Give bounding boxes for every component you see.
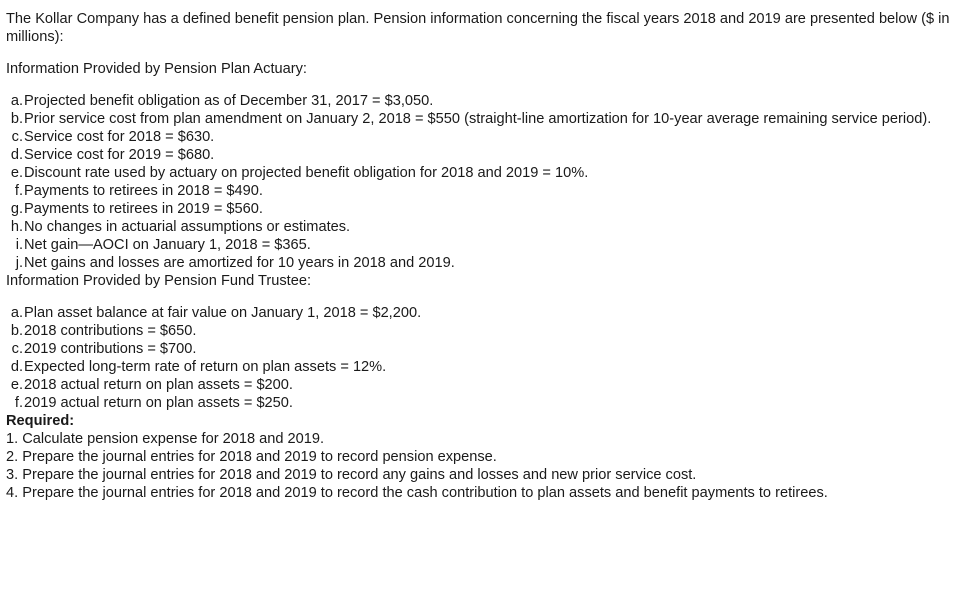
item-marker: c. — [11, 341, 23, 357]
item-marker: d. — [10, 359, 23, 375]
item-marker: a. — [10, 305, 23, 321]
list-item — [6, 394, 953, 412]
list-item — [6, 376, 953, 394]
item-text: Payments to retirees in 2018 = $490. — [24, 183, 263, 199]
item-marker: e. — [10, 377, 23, 393]
list-item — [6, 164, 953, 182]
list-item — [6, 218, 953, 236]
item-marker: c. — [11, 129, 23, 145]
required-item: 2. Prepare the journal entries for 2018 and 2019 to record pension expense. — [6, 449, 497, 465]
item-text: Service cost for 2019 = $680. — [24, 147, 215, 163]
list-item — [6, 200, 953, 218]
item-marker: j. — [15, 255, 23, 271]
item-marker: i. — [15, 237, 23, 253]
item-marker: b. — [10, 111, 23, 127]
item-text: 2019 contributions = $700. — [24, 341, 197, 357]
item-text: Expected long-term rate of return on plan assets = 12%. — [24, 359, 387, 375]
item-text: Net gains and losses are amortized for 10 years in 2018 and 2019. — [24, 255, 455, 271]
item-marker: h. — [10, 219, 23, 235]
list-item — [6, 236, 953, 254]
item-text: Payments to retirees in 2019 = $560. — [24, 201, 263, 217]
required-list — [6, 430, 953, 502]
item-text: 2018 actual return on plan assets = $200. — [24, 377, 293, 393]
item-text: 2019 actual return on plan assets = $250. — [24, 395, 293, 411]
list-item — [6, 110, 953, 128]
list-item — [6, 254, 953, 272]
item-marker: f. — [14, 395, 23, 411]
actuary-heading: Information Provided by Pension Plan Actuary: — [6, 61, 307, 77]
item-marker: e. — [10, 165, 23, 181]
trustee-list — [6, 304, 953, 412]
actuary-list — [6, 92, 953, 272]
required-item: 3. Prepare the journal entries for 2018 and 2019 to record any gains and losses and new prior service cost. — [6, 467, 697, 483]
list-item — [6, 322, 953, 340]
list-item — [6, 146, 953, 164]
trustee-heading: Information Provided by Pension Fund Trustee: — [6, 273, 312, 289]
item-marker: a. — [10, 93, 23, 109]
list-item — [6, 128, 953, 146]
item-text: Plan asset balance at fair value on January 1, 2018 = $2,200. — [24, 305, 422, 321]
list-item — [6, 92, 953, 110]
required-item: 4. Prepare the journal entries for 2018 and 2019 to record the cash contribution to plan assets and benefit payments to retirees. — [6, 485, 828, 501]
item-text: Service cost for 2018 = $630. — [24, 129, 215, 145]
item-text: Projected benefit obligation as of December 31, 2017 = $3,050. — [24, 93, 434, 109]
item-text: Prior service cost from plan amendment on January 2, 2018 = $550 (straight-line amortization for 10-year average remaining service period). — [24, 111, 932, 127]
list-item — [6, 304, 953, 322]
list-item — [6, 182, 953, 200]
item-text: 2018 contributions = $650. — [24, 323, 197, 339]
item-text: No changes in actuarial assumptions or estimates. — [24, 219, 351, 235]
intro-paragraph: The Kollar Company has a defined benefit pension plan. Pension information concerning the fiscal years 2018 and 2019 are presented below ($ in millions): — [6, 11, 950, 45]
item-text: Net gain—AOCI on January 1, 2018 = $365. — [24, 237, 311, 253]
item-marker: f. — [14, 183, 23, 199]
list-item — [6, 358, 953, 376]
item-text: Discount rate used by actuary on projected benefit obligation for 2018 and 2019 = 10%. — [24, 165, 589, 181]
item-marker: d. — [10, 147, 23, 163]
item-marker: g. — [10, 201, 23, 217]
required-item: 1. Calculate pension expense for 2018 and 2019. — [6, 431, 325, 447]
item-marker: b. — [10, 323, 23, 339]
required-title: Required: — [6, 413, 75, 429]
list-item — [6, 340, 953, 358]
